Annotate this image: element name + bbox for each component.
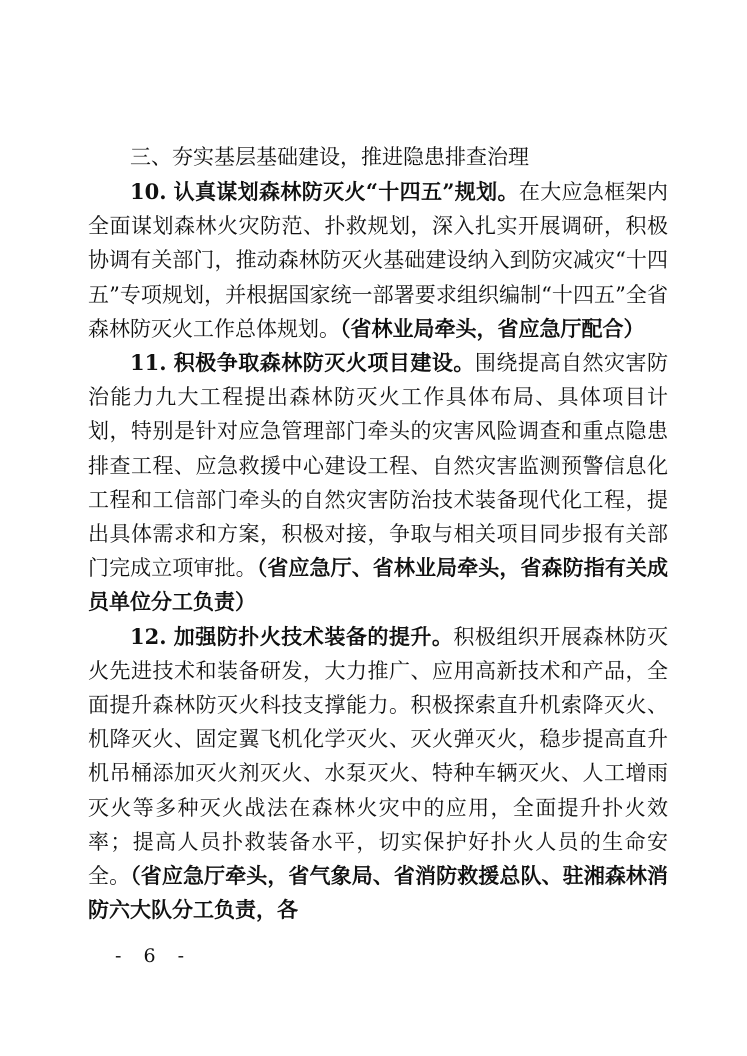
item-10-lead: （省林业局牵头，省应急厅配合） (340, 315, 645, 341)
item-10 (88, 175, 668, 346)
item-12-title: 加强防扑火技术装备的提升。 (173, 623, 454, 649)
item-12-number: 12. (130, 623, 167, 649)
item-11-title: 积极争取森林防灭火项目建设。 (173, 350, 475, 376)
item-12-body: 积极组织开展森林防灭火先进技术和装备研发，大力推广、应用高新技术和产品，全面提升森林防灭火科技支撑能力。积极探索直升机索降灭火、机降灭火、固定翼飞机化学灭火、灭火弹灭火，稳步提高直升机吊桶添加灭火剂灭火、水泵灭火、特种车辆灭火、人工增雨灭火等多种灭火战法在森林火灾中的应用，全面提升扑火效率；提高人员扑救装备水平，切实保护好扑火人员的生命安全。 (88, 624, 668, 889)
item-12-lead: （省应急厅牵头，省气象局、省消防救援总队、驻湘森林消防六大队分工负责，各 (88, 863, 668, 923)
section-heading: 三、夯实基层基础建设，推进隐患排查治理 (130, 145, 529, 169)
item-11 (88, 346, 668, 620)
item-10-title: 认真谋划森林防灭火“十四五”规划。 (173, 179, 519, 204)
item-11-lead: （省应急厅、省林业局牵头，省森防指有关成员单位分工负责） (88, 555, 669, 615)
page-number: - 6 - (115, 945, 193, 967)
item-10-number: 10. (130, 179, 167, 204)
item-11-number: 11. (130, 350, 167, 376)
item-10-body: 在大应急框架内全面谋划森林火灾防范、扑救规划，深入扎实开展调研，积极协调有关部门，推动森林防灭火基础建设纳入到防灾减灾“十四五”专项规划，并根据国家统一部署要求组织编制“十四五”全省森林防灭火工作总体规划。 (88, 180, 668, 341)
item-12 (88, 620, 668, 928)
document-page (88, 140, 668, 927)
item-11-body: 围绕提高自然灾害防治能力九大工程提出森林防灭火工作具体布局、具体项目计划，特别是针对应急管理部门牵头的灾害风险调查和重点隐患排查工程、应急救援中心建设工程、自然灾害监测预警信息化工程和工信部门牵头的自然灾害防治技术装备现代化工程，提出具体需求和方案，积极对接，争取与相关项目同步报有关部门完成立项审批。 (88, 351, 668, 581)
